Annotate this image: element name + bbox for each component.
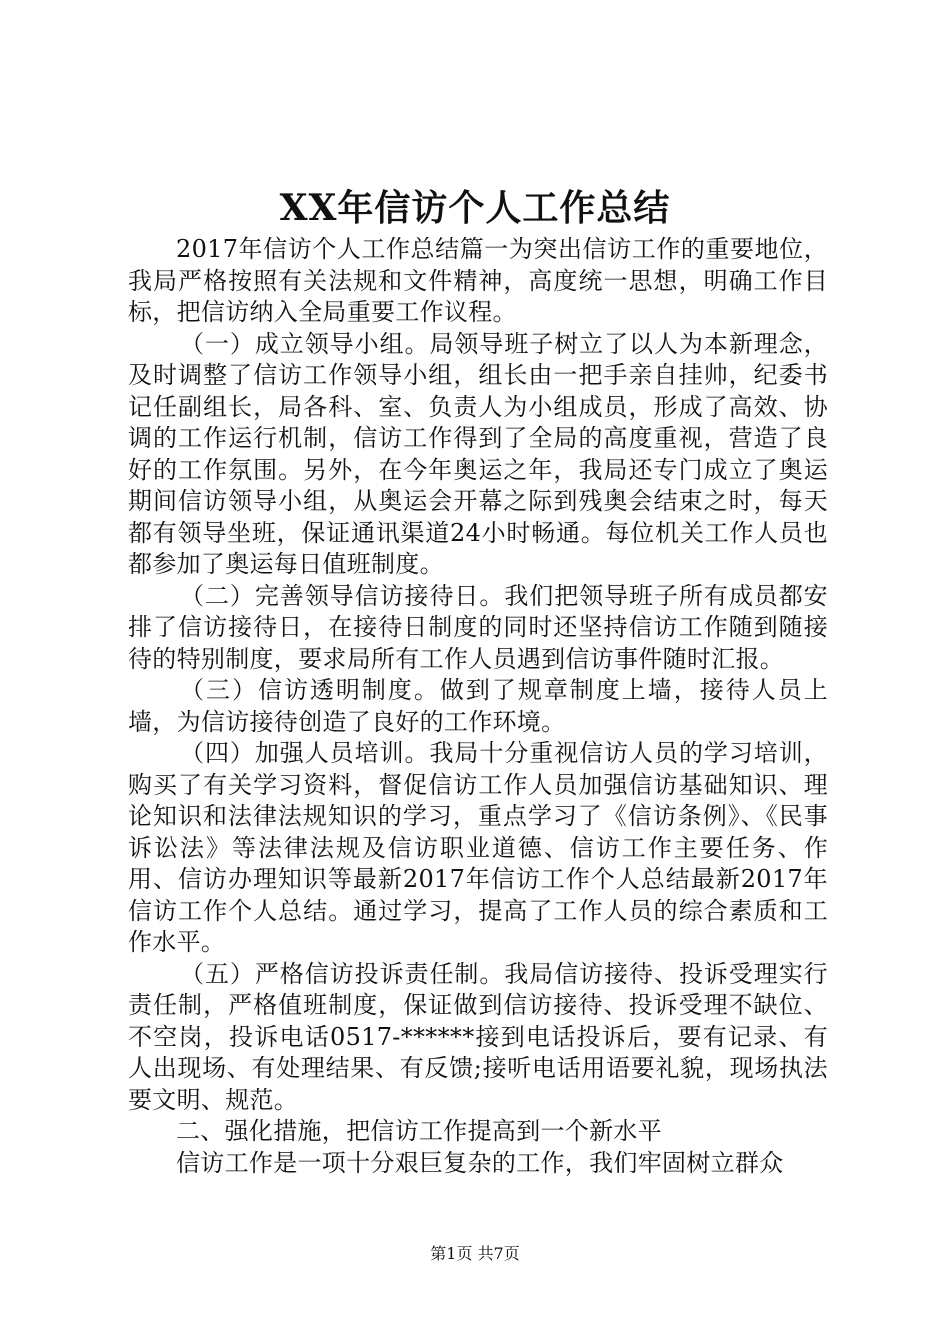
paragraph-section-1: （一）成立领导小组。局领导班子树立了以人为本新理念，及时调整了信访工作领导小组，组长由一把手亲自挂帅，纪委书记任副组长，局各科、室、负责人为小组成员，形成了高效、协调的工作运行机制，信访工作得到了全局的高度重视，营造了良好的工作氛围。另外，在今年奥运之年，我局还专门成立了奥运期间信访领导小组，从奥运会开幕之际到残奥会结束之时，每天都有领导坐班，保证通讯渠道24小时畅通。每位机关工作人员也都参加了奥运每日值班制度。: [128, 329, 828, 578]
paragraph-intro: 2017年信访个人工作总结篇一为突出信访工作的重要地位，我局严格按照有关法规和文件精神，高度统一思想，明确工作目标，把信访纳入全局重要工作议程。: [128, 235, 828, 326]
document-body: [128, 234, 828, 1179]
paragraph-section-4: （四）加强人员培训。我局十分重视信访人员的学习培训，购买了有关学习资料，督促信访工作人员加强信访基础知识、理论知识和法律法规知识的学习，重点学习了《信访条例》、《民事诉讼法》等法律法规及信访职业道德、信访工作主要任务、作用、信访办理知识等最新2017年信访工作个人总结最新2017年信访工作个人总结。通过学习，提高了工作人员的综合素质和工作水平。: [128, 739, 828, 956]
page-indicator: 第1页 共7页: [430, 1244, 520, 1263]
section-heading-2: 二、强化措施，把信访工作提高到一个新水平: [176, 1117, 662, 1145]
paragraph-section-5: （五）严格信访投诉责任制。我局信访接待、投诉受理实行责任制，严格值班制度，保证做到信访接待、投诉受理不缺位、不空岗，投诉电话0517-******接到电话投诉后，要有记录、有人出现场、有处理结果、有反馈;接听电话用语要礼貌，现场执法要文明、规范。: [128, 959, 828, 1114]
paragraph-section-3: （三）信访透明制度。做到了规章制度上墙，接待人员上墙，为信访接待创造了良好的工作环境。: [128, 676, 828, 736]
paragraph-continuation: 信访工作是一项十分艰巨复杂的工作，我们牢固树立群众: [176, 1148, 784, 1177]
document-title: XX年信访个人工作总结: [279, 187, 671, 229]
paragraph-section-2: （二）完善领导信访接待日。我们把领导班子所有成员都安排了信访接待日，在接待日制度的同时还坚持信访工作随到随接待的特别制度，要求局所有工作人员遇到信访事件随时汇报。: [128, 581, 828, 673]
